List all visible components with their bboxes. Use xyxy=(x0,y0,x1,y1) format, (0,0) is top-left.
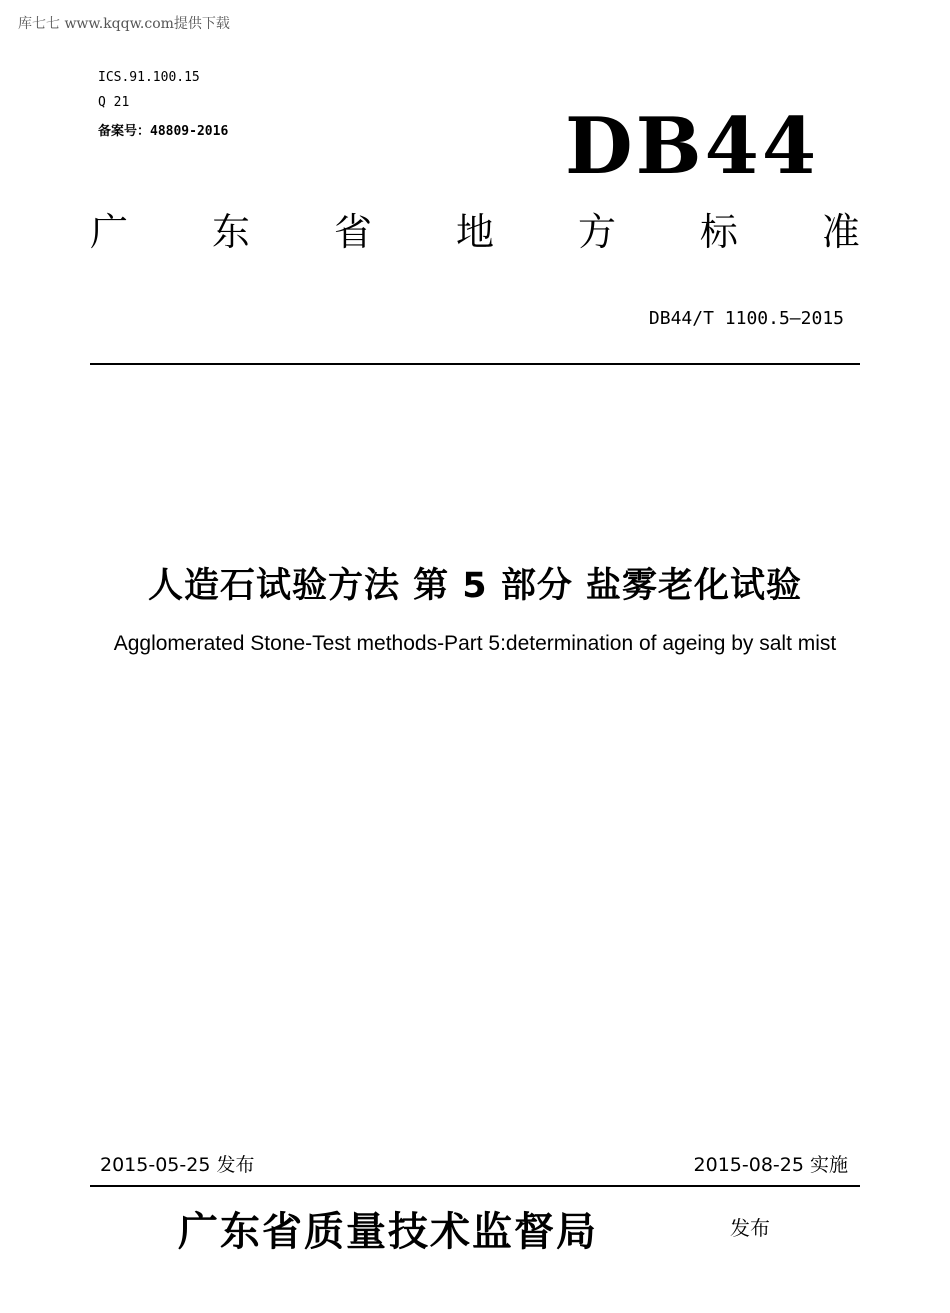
db44-logo: DB44 xyxy=(565,101,820,192)
standard-type-char: 广 xyxy=(90,210,129,254)
standard-type-char: 准 xyxy=(821,210,860,254)
standard-type-char: 方 xyxy=(577,210,616,254)
standard-type-heading xyxy=(90,210,860,254)
standard-type-char: 省 xyxy=(333,210,372,254)
watermark-text: 库七七 www.kqqw.com提供下载 xyxy=(18,16,230,32)
standard-number: DB44/T 1100.5—2015 xyxy=(648,308,844,329)
ccs-code: Q 21 xyxy=(98,95,130,110)
chinese-title: 人造石试验方法 第 5 部分 盐雾老化试验 xyxy=(147,566,803,606)
bottom-divider xyxy=(90,1185,860,1187)
ics-code: ICS.91.100.15 xyxy=(98,70,200,85)
standard-type-char: 标 xyxy=(699,210,738,254)
standard-type-char: 东 xyxy=(211,210,250,254)
issuing-authority: 广东省质量技术监督局 xyxy=(178,1208,598,1255)
standard-type-char: 地 xyxy=(455,210,494,254)
publish-date: 2015-05-25 发布 xyxy=(100,1154,255,1176)
english-title: Agglomerated Stone-Test methods-Part 5:determination of ageing by salt mist xyxy=(113,632,837,655)
implement-date: 2015-08-25 实施 xyxy=(693,1154,848,1176)
record-number: 备案号：48809-2016 xyxy=(98,124,229,139)
issue-label: 发布 xyxy=(730,1216,770,1240)
top-divider xyxy=(90,363,860,365)
